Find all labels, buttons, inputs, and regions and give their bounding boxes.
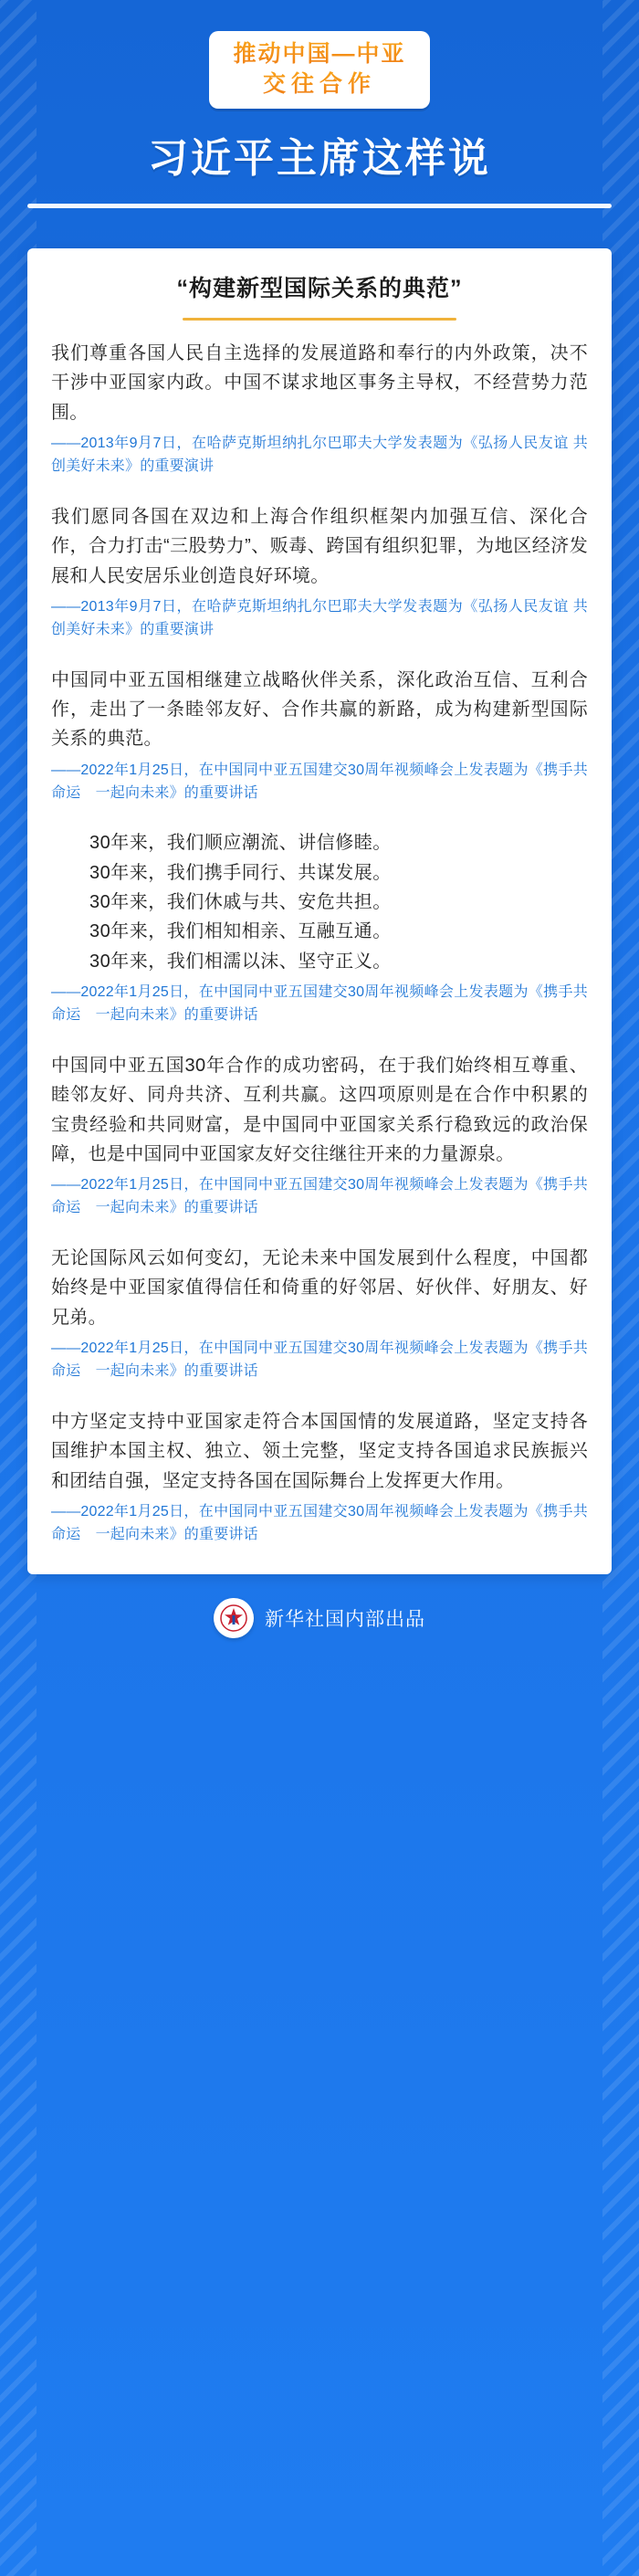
section-heading: “构建新型国际关系的典范” bbox=[176, 276, 463, 301]
poster-header bbox=[0, 0, 639, 232]
quote-text: 中国同中亚五国30年合作的成功密码，在于我们始终相互尊重、睦邻友好、同舟共济、互利共赢。这四项原则是在合作中积累的宝贵经验和共同财富，是中国同中亚国家关系行稳致远的政治保障，也是中国同中亚国家友好交往继往开来的力量源泉。 bbox=[51, 1055, 588, 1165]
quote-source: ——2022年1月25日，在中国同中亚五国建交30周年视频峰会上发表题为《携手共命运 一起向未来》的重要讲话 bbox=[51, 1177, 588, 1216]
poster-footer bbox=[0, 1598, 639, 1662]
footer-text: 新华社国内部出品 bbox=[265, 1608, 425, 1630]
quote-text: 中国同中亚五国相继建立战略伙伴关系，深化政治互信、互利合作，走出了一条睦邻友好、合作共赢的新路，成为构建新型国际关系的典范。 bbox=[51, 669, 588, 750]
quote-text: 无论国际风云如何变幻，无论未来中国发展到什么程度，中国都始终是中亚国家值得信任和倚重的好邻居、好伙伴、好朋友、好兄弟。 bbox=[51, 1248, 588, 1328]
quote-source: ——2013年9月7日，在哈萨克斯坦纳扎尔巴耶夫大学发表题为《弘扬人民友谊 共创美好未来》的重要演讲 bbox=[51, 598, 588, 637]
verse-line: 30年来，我们相濡以沫、坚守正义。 bbox=[89, 951, 392, 972]
header-divider bbox=[27, 204, 612, 208]
verse-line: 30年来，我们携手同行、共谋发展。 bbox=[89, 862, 392, 883]
quote-text: 我们尊重各国人民自主选择的发展道路和奉行的内外政策，决不干涉中亚国家内政。中国不谋求地区事务主导权，不经营势力范围。 bbox=[51, 343, 588, 423]
verse-line: 30年来，我们休戚与共、安危共担。 bbox=[89, 892, 392, 913]
quote-block bbox=[51, 1244, 588, 1383]
page-title: 习近平主席这样说 bbox=[148, 136, 491, 181]
quote-source: ——2022年1月25日，在中国同中亚五国建交30周年视频峰会上发表题为《携手共命运 一起向未来》的重要讲话 bbox=[51, 1341, 588, 1379]
kicker-banner bbox=[209, 31, 429, 109]
quote-block bbox=[51, 502, 588, 642]
quote-block bbox=[51, 1051, 588, 1220]
quote-source: ——2013年9月7日，在哈萨克斯坦纳扎尔巴耶夫大学发表题为《弘扬人民友谊 共创美好未来》的重要演讲 bbox=[51, 436, 588, 474]
verse-line: 30年来，我们相知相亲、互融互通。 bbox=[89, 921, 392, 942]
quote-text: 中方坚定支持中亚国家走符合本国国情的发展道路，坚定支持各国维护本国主权、独立、领土完整，坚定支持各国追求民族振兴和团结自强，坚定支持各国在国际舞台上发挥更大作用。 bbox=[51, 1411, 588, 1491]
verse-list bbox=[51, 828, 588, 976]
quote-block bbox=[51, 666, 588, 805]
quote-source: ——2022年1月25日，在中国同中亚五国建交30周年视频峰会上发表题为《携手共命运 一起向未来》的重要讲话 bbox=[51, 984, 588, 1024]
news-agency-emblem-icon bbox=[214, 1598, 254, 1638]
verse-line: 30年来，我们顺应潮流、讲信修睦。 bbox=[89, 833, 392, 854]
kicker-line-2: 交往合作 bbox=[233, 69, 405, 100]
quote-text: 我们愿同各国在双边和上海合作组织框架内加强互信、深化合作，合力打击“三股势力”、贩毒、跨国有组织犯罪，为地区经济发展和人民安居乐业创造良好环境。 bbox=[51, 506, 588, 586]
quote-block-verse bbox=[51, 828, 588, 1027]
quote-source: ——2022年1月25日，在中国同中亚五国建交30周年视频峰会上发表题为《携手共命运 一起向未来》的重要讲话 bbox=[51, 1503, 588, 1542]
content-card bbox=[27, 248, 612, 1574]
heading-underline bbox=[183, 318, 456, 321]
quote-block bbox=[51, 1407, 588, 1547]
quote-source: ——2022年1月25日，在中国同中亚五国建交30周年视频峰会上发表题为《携手共命运 一起向未来》的重要讲话 bbox=[51, 762, 588, 801]
kicker-line-1: 推动中国—中亚 bbox=[233, 39, 405, 69]
quote-block bbox=[51, 339, 588, 478]
